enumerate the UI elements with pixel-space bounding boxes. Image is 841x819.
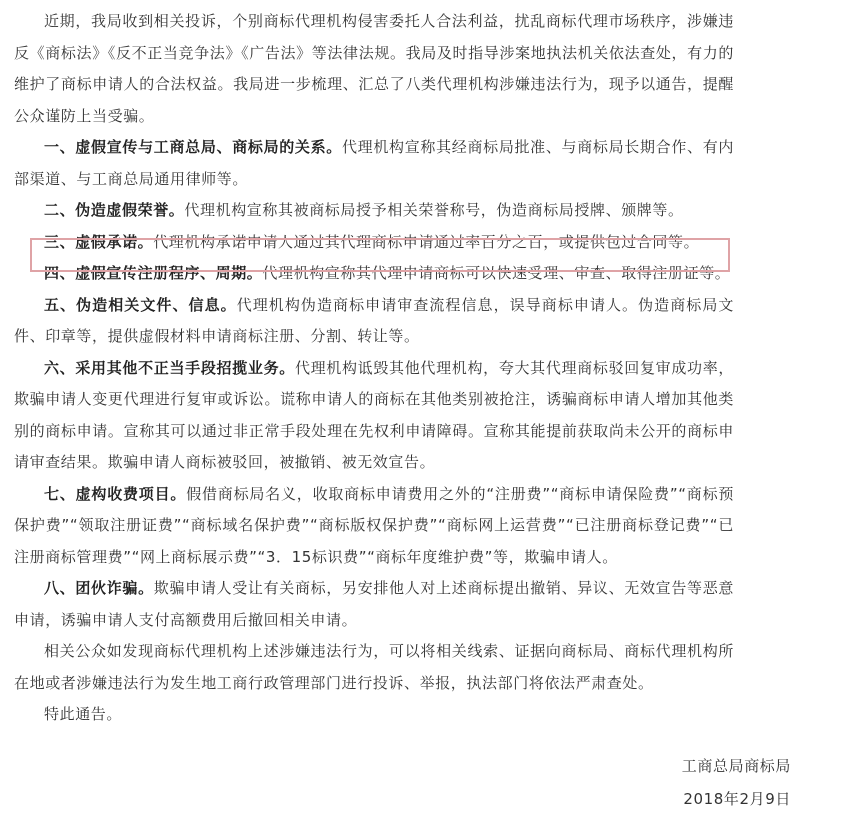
notice-document (14, 0, 734, 731)
item-2 (14, 195, 734, 227)
closing-paragraph: 相关公众如发现商标代理机构上述涉嫌违法行为，可以将相关线索、证据向商标局、商标代理机构所在地或者涉嫌违法行为发生地工商行政管理部门进行投诉、举报，执法部门将依法严肃查处。 (14, 642, 734, 692)
item-6 (14, 353, 734, 479)
item-2-heading: 二、伪造虚假荣誉。 (44, 201, 185, 219)
item-4-heading: 四、虚假宣传注册程序、周期。 (44, 264, 263, 282)
item-1 (14, 132, 734, 195)
item-8-heading: 八、团伙诈骗。 (44, 579, 154, 597)
item-3-heading: 三、虚假承诺。 (44, 232, 154, 251)
signature-org: 工商总局商标局 (681, 757, 791, 775)
item-6-heading: 六、采用其他不正当手段招揽业务。 (44, 358, 295, 377)
final-statement: 特此通告。 (44, 705, 123, 723)
item-5-body: 代理机构伪造商标申请审查流程信息，误导商标申请人。伪造商标局文件、印章等，提供虚假材料申请商标注册、分割、转让等。 (14, 295, 734, 345)
item-1-heading: 一、虚假宣传与工商总局、商标局的关系。 (44, 138, 342, 156)
item-1-body: 代理机构宣称其经商标局批准、与商标局长期合作、有内部渠道、与工商总局通用律师等。 (14, 138, 734, 188)
item-8-body: 欺骗申请人受让有关商标，另安排他人对上述商标提出撤销、异议、无效宣告等恶意申请，诱骗申请人支付高额费用后撤回相关申请。 (14, 579, 734, 629)
item-8 (14, 573, 734, 636)
item-2-body: 代理机构宣称其被商标局授予相关荣誉称号，伪造商标局授牌、颁牌等。 (184, 201, 684, 219)
item-5-heading: 五、伪造相关文件、信息。 (44, 295, 237, 314)
signature-date: 2018年2月9日 (683, 790, 791, 808)
item-6-body: 代理机构诋毁其他代理机构，夸大其代理商标驳回复审成功率，欺骗申请人变更代理进行复审或诉讼。谎称申请人的商标在其他类别被抢注，诱骗商标申请人增加其他类别的商标申请。宣称其可以通过非正常手段处理在先权利申请障碍。宣称其能提前获取尚未公开的商标申请审查结果。欺骗申请人商标被驳回，被撤销、被无效宣告。 (14, 358, 734, 471)
item-5 (14, 290, 734, 353)
intro-paragraph: 近期，我局收到相关投诉，个别商标代理机构侵害委托人合法利益，扰乱商标代理市场秩序，涉嫌违反《商标法》《反不正当竞争法》《广告法》等法律法规。我局及时指导涉案地执法机关依法查处，有力的维护了商标申请人的合法权益。我局进一步梳理、汇总了八类代理机构涉嫌违法行为，现予以通告，提醒公众谨防上当受骗。 (14, 12, 734, 125)
item-7 (14, 479, 734, 574)
item-3 (14, 227, 734, 259)
item-4 (14, 258, 734, 290)
item-7-heading: 七、虚构收费项目。 (44, 484, 187, 503)
item-7-body: 假借商标局名义，收取商标申请费用之外的“注册费”“商标申请保险费”“商标预保护费”“领取注册证费”“商标域名保护费”“商标版权保护费”“商标网上运营费”“已注册商标登记费”“已注册商标管理费”“网上商标展示费”“3．15标识费”“商标年度维护费”等，欺骗申请人。 (14, 484, 734, 566)
item-4-body: 代理机构宣称其代理申请商标可以快速受理、审查、取得注册证等。 (262, 264, 731, 282)
item-3-body: 代理机构承诺申请人通过其代理商标申请通过率百分之百，或提供包过合同等。 (153, 232, 700, 251)
